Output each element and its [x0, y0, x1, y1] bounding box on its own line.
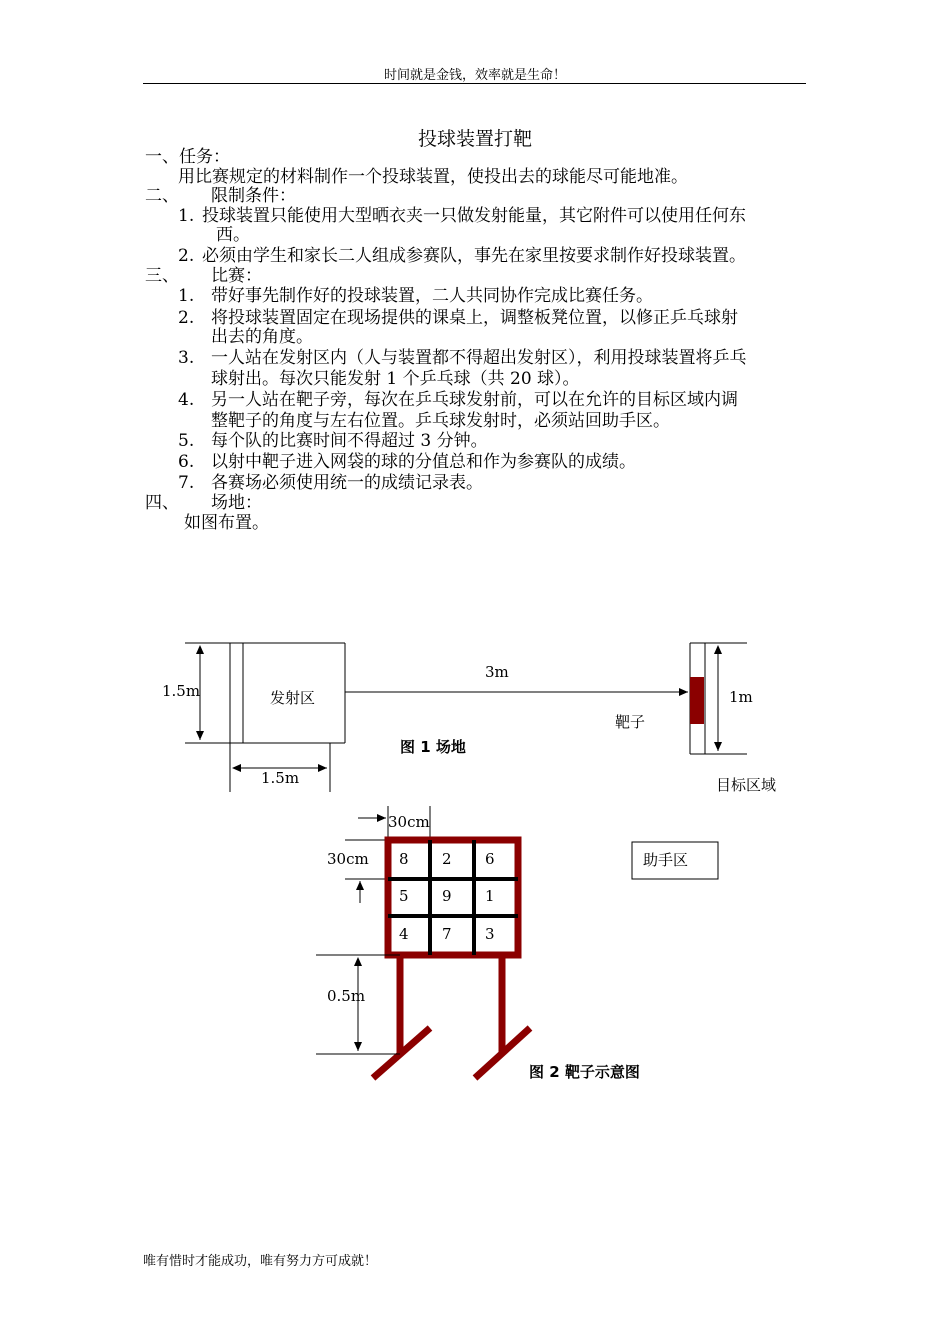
list-item-text: 以射中靶子进入网袋的球的分值总和作为参赛队的成绩。	[211, 452, 636, 472]
list-item-number: 1.	[178, 206, 195, 226]
section-label: 比赛：	[211, 266, 262, 286]
grid-cell-score: 7	[442, 925, 452, 943]
section-number: 四、	[145, 493, 179, 513]
cell-height-label: 30cm	[327, 850, 369, 868]
list-item-number: 2.	[178, 246, 195, 266]
grid-cell-score: 1	[485, 887, 495, 905]
section-label: 限制条件：	[211, 186, 296, 206]
list-item-text: 各赛场必须使用统一的成绩记录表。	[211, 473, 483, 493]
target-marker	[690, 677, 704, 724]
section-number: 一、	[145, 147, 179, 167]
grid-cell-score: 2	[442, 850, 452, 868]
list-item-text: 每个队的比赛时间不得超过 3 分钟。	[211, 431, 488, 451]
list-item-number: 3.	[178, 348, 195, 368]
list-item-text: 必须由学生和家长二人组成参赛队，事先在家里按要求制作好投球装置。	[202, 246, 746, 266]
list-item-number: 1.	[178, 286, 195, 306]
grid-cell-score: 8	[399, 850, 409, 868]
list-item-text: 整靶子的角度与左右位置。乒乓球发射时，必须站回助手区。	[211, 411, 670, 431]
list-item-text: 出去的角度。	[211, 327, 313, 347]
target-width-label: 1m	[729, 688, 753, 706]
section-number: 三、	[145, 266, 179, 286]
width-label: 1.5m	[261, 769, 300, 787]
list-item-text: 投球装置只能使用大型晒衣夹一只做发射能量，其它附件可以使用任何东	[202, 206, 746, 226]
section-4-body: 如图布置。	[184, 513, 269, 533]
list-item-text: 带好事先制作好的投球装置，二人共同协作完成比赛任务。	[211, 286, 653, 306]
height-label: 1.5m	[162, 682, 201, 700]
list-item-number: 5.	[178, 431, 195, 451]
list-item-text: 将投球装置固定在现场提供的课桌上，调整板凳位置，以修正乒乓球射	[211, 308, 738, 328]
section-1-body: 用比赛规定的材料制作一个投球装置，使投出去的球能尽可能地准。	[178, 167, 688, 187]
target-label: 靶子	[615, 713, 646, 731]
figure-1-field	[162, 643, 776, 794]
section-label: 任务：	[179, 147, 230, 167]
grid-cell-score: 9	[442, 887, 452, 905]
document-title: 投球装置打靶	[417, 128, 532, 150]
page-footer: 唯有惜时才能成功，唯有努力方可成就！	[143, 1254, 378, 1269]
list-item-number: 6.	[178, 452, 195, 472]
list-item-number: 2.	[178, 308, 195, 328]
figure-2-caption: 图 2 靶子示意图	[529, 1063, 640, 1081]
list-item-number: 7.	[178, 473, 195, 493]
grid-cell-score: 6	[485, 850, 495, 868]
distance-label: 3m	[485, 663, 509, 681]
figure-1-caption: 图 1 场地	[400, 738, 466, 756]
section-number: 二、	[145, 186, 179, 206]
target-zone-label: 目标区域	[716, 776, 777, 794]
list-item-text: 一人站在发射区内（人与装置都不得超出发射区），利用投球装置将乒乓	[211, 348, 747, 368]
list-item-text: 西。	[216, 225, 250, 245]
list-item-text: 另一人站在靶子旁，每次在乒乓球发射前，可以在允许的目标区域内调	[211, 390, 738, 410]
list-item-number: 4.	[178, 390, 195, 410]
figure-2-target	[316, 806, 718, 1081]
page-header: 时间就是金钱，效率就是生命！	[383, 68, 566, 83]
launch-area-label: 发射区	[270, 689, 316, 707]
cell-width-label: 30cm	[388, 813, 430, 831]
section-label: 场地：	[211, 493, 262, 513]
leg-height-label: 0.5m	[327, 987, 366, 1005]
grid-cell-score: 5	[399, 887, 409, 905]
helper-zone-label: 助手区	[643, 851, 689, 869]
grid-cell-score: 3	[485, 925, 495, 943]
grid-cell-score: 4	[399, 925, 409, 943]
list-item-text: 球射出。每次只能发射 1 个乒乓球（共 20 球）。	[211, 369, 580, 389]
